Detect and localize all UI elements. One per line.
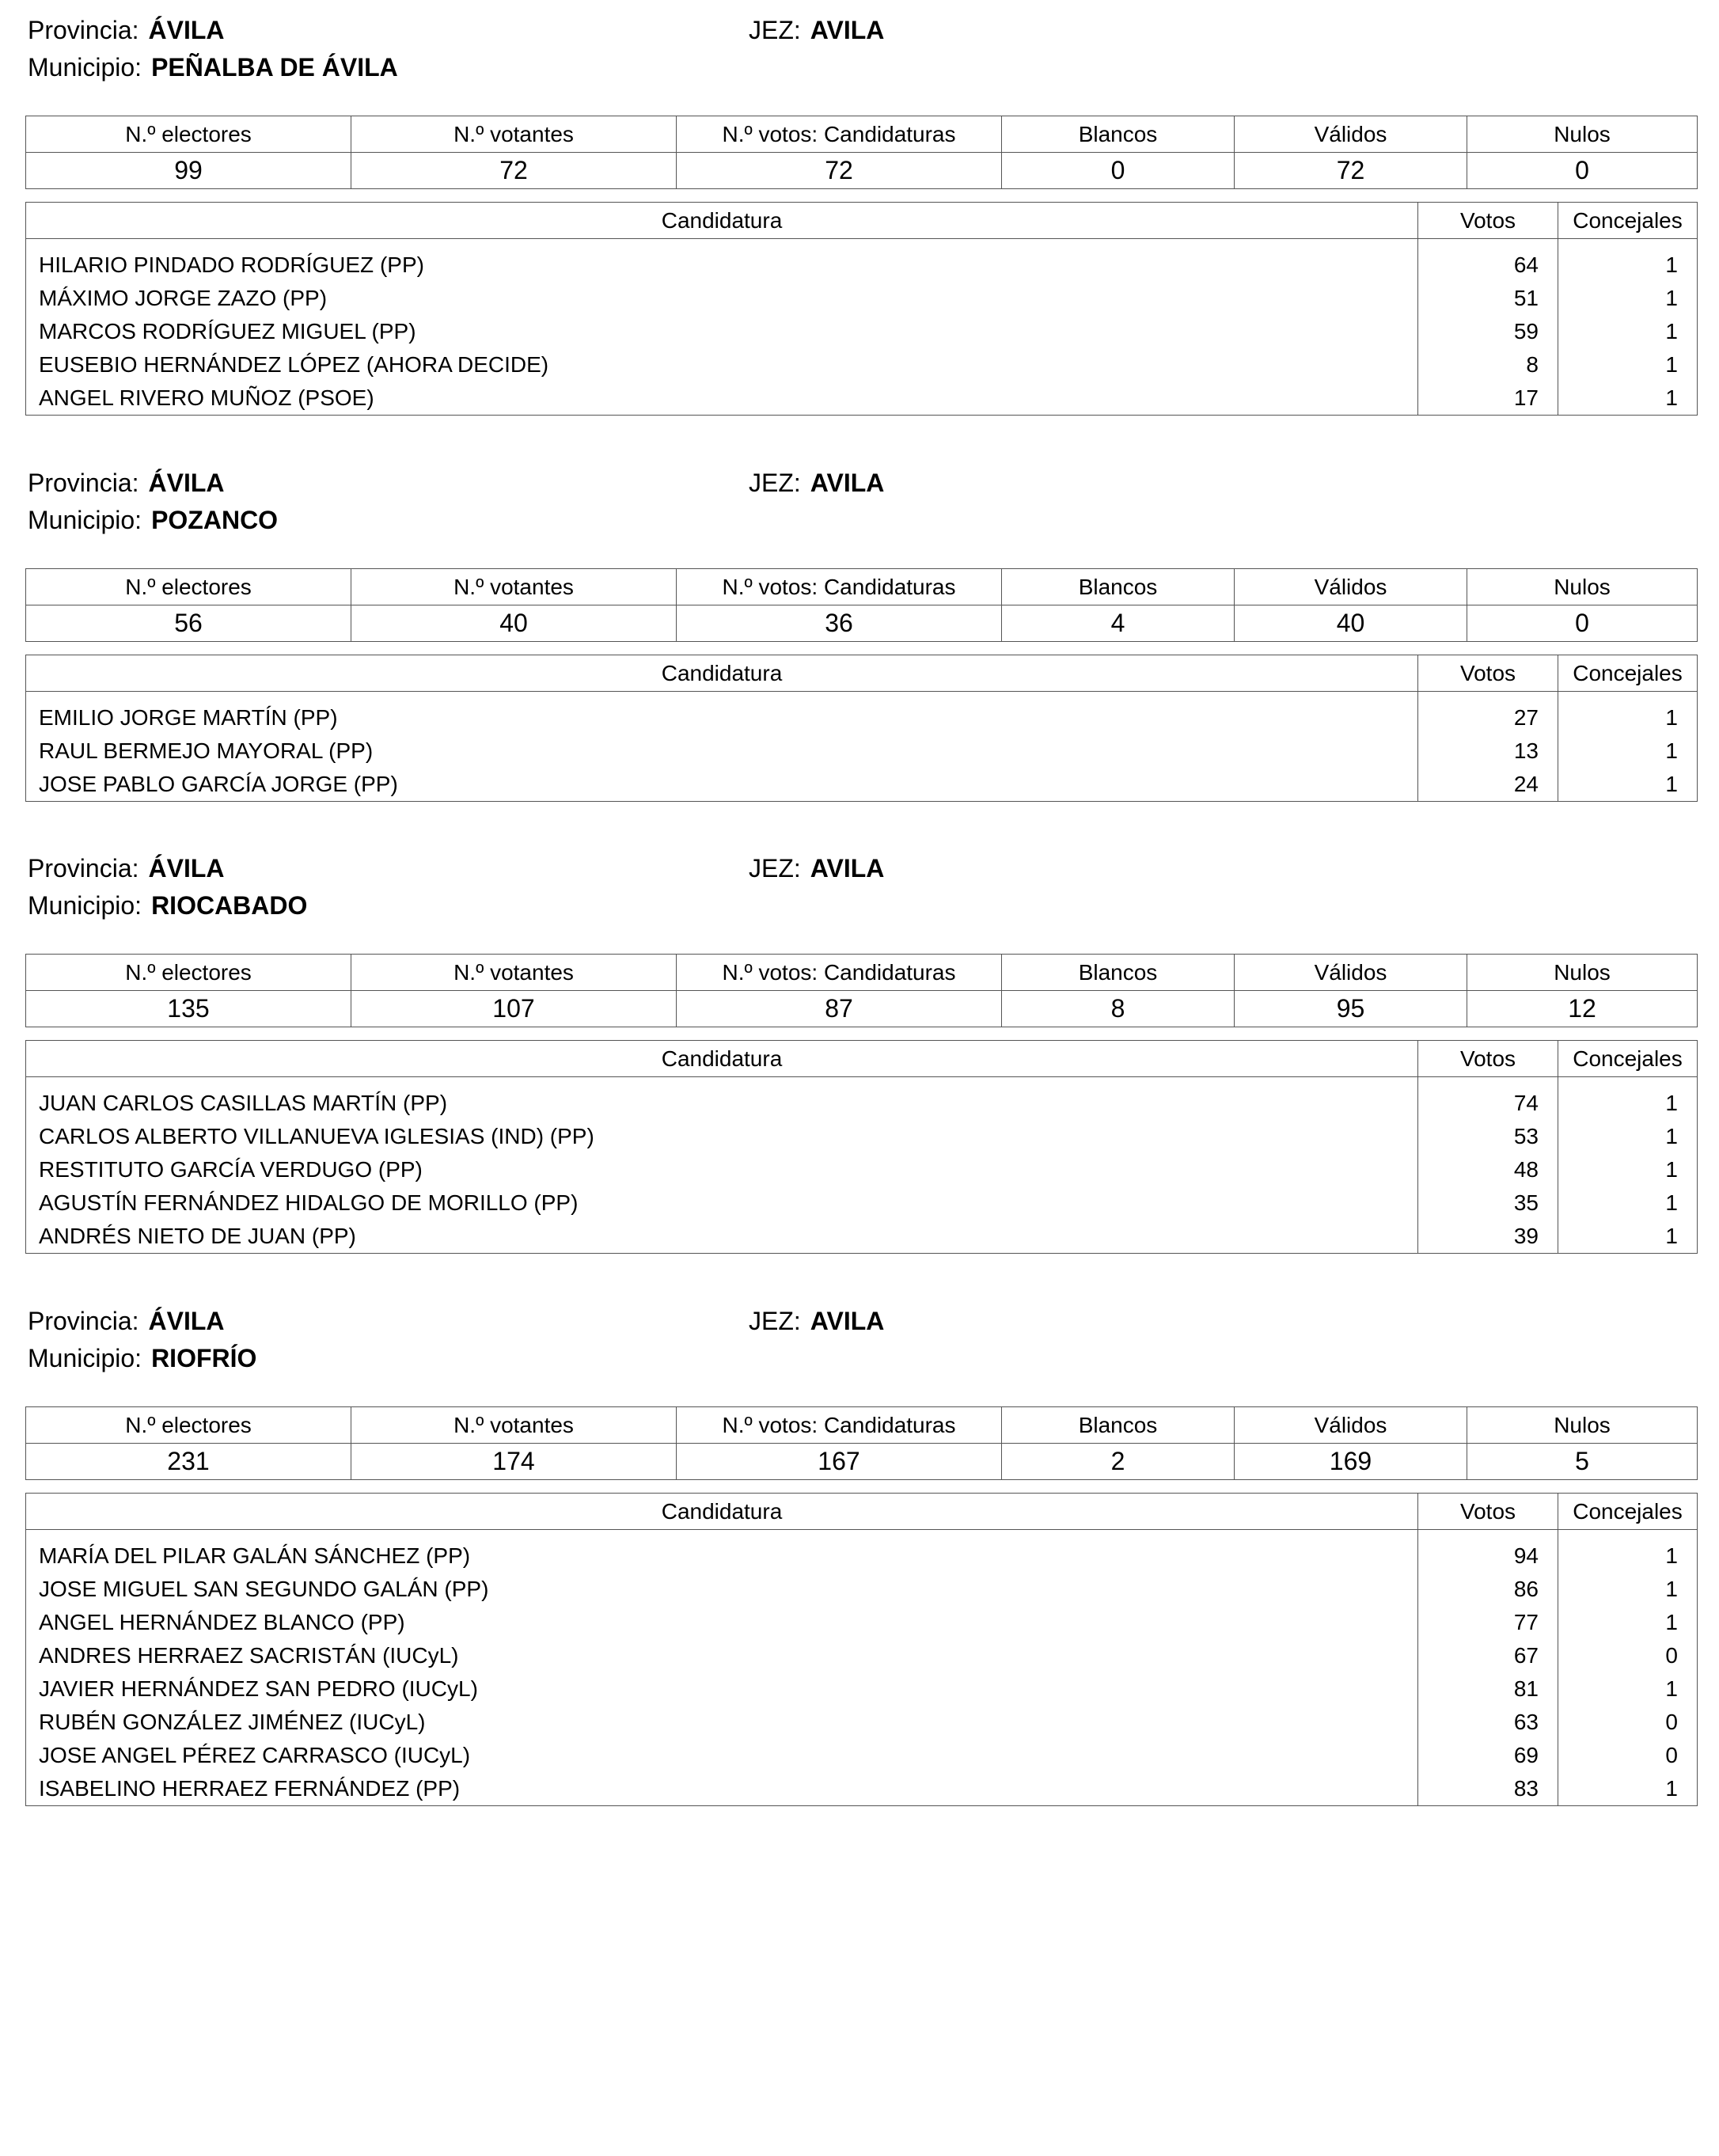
- municipio-value: POZANCO: [151, 506, 279, 534]
- stats-value-votos_cand: 72: [677, 153, 1002, 189]
- stats-header-nulos: Nulos: [1467, 955, 1698, 991]
- candidato-row: [26, 1539, 1698, 1573]
- provincia-label: Provincia:: [28, 854, 139, 883]
- candidato-votos: 81: [1418, 1672, 1558, 1706]
- candidato-name: ANDRES HERRAEZ SACRISTÁN (IUCyL): [26, 1639, 1418, 1672]
- candidato-name: EUSEBIO HERNÁNDEZ LÓPEZ (AHORA DECIDE): [26, 348, 1418, 381]
- provincia-label: Provincia:: [28, 16, 139, 44]
- stats-value-blancos: 0: [1002, 153, 1235, 189]
- stats-value-validos: 72: [1235, 153, 1467, 189]
- candidato-votos: 64: [1418, 249, 1558, 282]
- candidato-concejales: 1: [1558, 348, 1698, 381]
- jez-row: [749, 1302, 884, 1340]
- candidato-concejales: 1: [1558, 1539, 1698, 1573]
- municipio-block: [25, 464, 1697, 802]
- candidato-concejales: 1: [1558, 1672, 1698, 1706]
- stats-header-electores: N.º electores: [26, 569, 351, 605]
- stats-header-validos: Válidos: [1235, 955, 1467, 991]
- candidato-row: [26, 701, 1698, 734]
- candidato-name: JAVIER HERNÁNDEZ SAN PEDRO (IUCyL): [26, 1672, 1418, 1706]
- provincia-row: [28, 1302, 225, 1340]
- candidato-name: HILARIO PINDADO RODRÍGUEZ (PP): [26, 249, 1418, 282]
- stats-header-blancos: Blancos: [1002, 955, 1235, 991]
- stats-value-votantes: 107: [351, 991, 677, 1027]
- header-candidatura: Candidatura: [26, 655, 1418, 692]
- candidaturas-table: [25, 202, 1698, 416]
- stats-value-nulos: 0: [1467, 605, 1698, 642]
- candidato-row: [26, 734, 1698, 768]
- municipio-header: [25, 11, 1697, 87]
- jez-row: [749, 11, 884, 49]
- candidato-row: [26, 768, 1698, 802]
- candidato-name: AGUSTÍN FERNÁNDEZ HIDALGO DE MORILLO (PP): [26, 1186, 1418, 1220]
- candidato-concejales: 1: [1558, 1772, 1698, 1806]
- jez-value: AVILA: [810, 854, 885, 883]
- candidato-concejales: 1: [1558, 1153, 1698, 1186]
- stats-header-electores: N.º electores: [26, 955, 351, 991]
- candidato-votos: 86: [1418, 1573, 1558, 1606]
- stats-value-votantes: 40: [351, 605, 677, 642]
- candidato-votos: 94: [1418, 1539, 1558, 1573]
- stats-value-votos_cand: 87: [677, 991, 1002, 1027]
- stats-table: [25, 954, 1698, 1027]
- candidato-row: [26, 1639, 1698, 1672]
- stats-header-nulos: Nulos: [1467, 569, 1698, 605]
- stats-value-blancos: 8: [1002, 991, 1235, 1027]
- candidato-row: [26, 1606, 1698, 1639]
- stats-value-electores: 231: [26, 1444, 351, 1480]
- jez-value: AVILA: [810, 16, 885, 44]
- provincia-value: ÁVILA: [148, 469, 225, 497]
- header-votos: Votos: [1418, 203, 1558, 239]
- candidato-concejales: 1: [1558, 1606, 1698, 1639]
- stats-header-validos: Válidos: [1235, 1407, 1467, 1444]
- candidato-concejales: 0: [1558, 1639, 1698, 1672]
- jez-row: [749, 849, 884, 887]
- jez-label: JEZ:: [749, 16, 801, 44]
- candidato-votos: 77: [1418, 1606, 1558, 1639]
- jez-value: AVILA: [810, 1307, 885, 1335]
- candidato-votos: 35: [1418, 1186, 1558, 1220]
- stats-value-row: [26, 991, 1698, 1027]
- candidato-concejales: 1: [1558, 381, 1698, 416]
- candidato-votos: 51: [1418, 282, 1558, 315]
- municipio-row: [28, 48, 398, 86]
- stats-header-row: [26, 955, 1698, 991]
- stats-value-nulos: 5: [1467, 1444, 1698, 1480]
- municipio-block: [25, 11, 1697, 416]
- candidato-name: ANDRÉS NIETO DE JUAN (PP): [26, 1220, 1418, 1254]
- stats-header-validos: Válidos: [1235, 569, 1467, 605]
- candidaturas-header-row: [26, 1494, 1698, 1530]
- stats-header-votantes: N.º votantes: [351, 569, 677, 605]
- candidato-votos: 48: [1418, 1153, 1558, 1186]
- stats-value-blancos: 2: [1002, 1444, 1235, 1480]
- header-candidatura: Candidatura: [26, 1041, 1418, 1077]
- stats-header-blancos: Blancos: [1002, 569, 1235, 605]
- candidato-concejales: 1: [1558, 282, 1698, 315]
- candidato-votos: 53: [1418, 1120, 1558, 1153]
- candidato-name: JUAN CARLOS CASILLAS MARTÍN (PP): [26, 1087, 1418, 1120]
- provincia-value: ÁVILA: [148, 16, 225, 44]
- stats-value-validos: 95: [1235, 991, 1467, 1027]
- stats-header-votantes: N.º votantes: [351, 116, 677, 153]
- candidato-name: RESTITUTO GARCÍA VERDUGO (PP): [26, 1153, 1418, 1186]
- municipio-row: [28, 1339, 256, 1377]
- header-concejales: Concejales: [1558, 1494, 1698, 1530]
- candidato-name: MARCOS RODRÍGUEZ MIGUEL (PP): [26, 315, 1418, 348]
- municipio-value: RIOCABADO: [151, 891, 308, 920]
- stats-table: [25, 1406, 1698, 1480]
- stats-header-votantes: N.º votantes: [351, 955, 677, 991]
- candidato-name: EMILIO JORGE MARTÍN (PP): [26, 701, 1418, 734]
- municipio-row: [28, 886, 307, 924]
- stats-value-votos_cand: 36: [677, 605, 1002, 642]
- candidaturas-table: [25, 1493, 1698, 1806]
- candidato-votos: 27: [1418, 701, 1558, 734]
- stats-value-electores: 99: [26, 153, 351, 189]
- candidaturas-header-row: [26, 203, 1698, 239]
- municipio-label: Municipio:: [28, 53, 142, 82]
- candidato-votos: 13: [1418, 734, 1558, 768]
- spacer-row: [26, 692, 1698, 702]
- candidato-row: [26, 1739, 1698, 1772]
- provincia-value: ÁVILA: [148, 1307, 225, 1335]
- provincia-row: [28, 849, 225, 887]
- municipio-header: [25, 1302, 1697, 1378]
- candidato-concejales: 1: [1558, 701, 1698, 734]
- header-votos: Votos: [1418, 1041, 1558, 1077]
- municipio-label: Municipio:: [28, 1344, 142, 1372]
- stats-value-row: [26, 1444, 1698, 1480]
- stats-header-electores: N.º electores: [26, 116, 351, 153]
- provincia-row: [28, 11, 225, 49]
- candidato-row: [26, 1220, 1698, 1254]
- candidaturas-header-row: [26, 1041, 1698, 1077]
- candidato-concejales: 1: [1558, 1087, 1698, 1120]
- candidato-votos: 67: [1418, 1639, 1558, 1672]
- candidato-concejales: 1: [1558, 1220, 1698, 1254]
- candidato-name: ISABELINO HERRAEZ FERNÁNDEZ (PP): [26, 1772, 1418, 1806]
- municipio-value: RIOFRÍO: [151, 1344, 257, 1372]
- candidato-row: [26, 1672, 1698, 1706]
- municipio-header: [25, 849, 1697, 925]
- stats-value-votantes: 72: [351, 153, 677, 189]
- candidato-votos: 74: [1418, 1087, 1558, 1120]
- candidato-name: CARLOS ALBERTO VILLANUEVA IGLESIAS (IND) (PP): [26, 1120, 1418, 1153]
- municipio-label: Municipio:: [28, 891, 142, 920]
- stats-header-votos_cand: N.º votos: Candidaturas: [677, 569, 1002, 605]
- candidato-votos: 17: [1418, 381, 1558, 416]
- jez-label: JEZ:: [749, 1307, 801, 1335]
- spacer-row: [26, 239, 1698, 249]
- candidato-concejales: 1: [1558, 734, 1698, 768]
- stats-header-nulos: Nulos: [1467, 1407, 1698, 1444]
- spacer-row: [26, 1077, 1698, 1087]
- candidaturas-header-row: [26, 655, 1698, 692]
- candidato-name: MARÍA DEL PILAR GALÁN SÁNCHEZ (PP): [26, 1539, 1418, 1573]
- stats-value-row: [26, 153, 1698, 189]
- stats-value-blancos: 4: [1002, 605, 1235, 642]
- candidato-votos: 69: [1418, 1739, 1558, 1772]
- stats-value-nulos: 12: [1467, 991, 1698, 1027]
- stats-header-validos: Válidos: [1235, 116, 1467, 153]
- stats-header-nulos: Nulos: [1467, 116, 1698, 153]
- candidato-votos: 83: [1418, 1772, 1558, 1806]
- stats-value-votos_cand: 167: [677, 1444, 1002, 1480]
- candidato-name: ANGEL HERNÁNDEZ BLANCO (PP): [26, 1606, 1418, 1639]
- header-votos: Votos: [1418, 1494, 1558, 1530]
- header-concejales: Concejales: [1558, 655, 1698, 692]
- candidato-concejales: 1: [1558, 315, 1698, 348]
- header-candidatura: Candidatura: [26, 203, 1418, 239]
- header-concejales: Concejales: [1558, 203, 1698, 239]
- provincia-row: [28, 464, 225, 502]
- candidato-concejales: 0: [1558, 1706, 1698, 1739]
- candidato-row: [26, 1153, 1698, 1186]
- candidato-concejales: 1: [1558, 1120, 1698, 1153]
- jez-row: [749, 464, 884, 502]
- header-concejales: Concejales: [1558, 1041, 1698, 1077]
- candidato-row: [26, 1772, 1698, 1806]
- candidato-name: JOSE ANGEL PÉREZ CARRASCO (IUCyL): [26, 1739, 1418, 1772]
- stats-header-electores: N.º electores: [26, 1407, 351, 1444]
- candidato-row: [26, 1573, 1698, 1606]
- jez-value: AVILA: [810, 469, 885, 497]
- candidaturas-table: [25, 655, 1698, 802]
- candidato-name: RAUL BERMEJO MAYORAL (PP): [26, 734, 1418, 768]
- header-votos: Votos: [1418, 655, 1558, 692]
- candidato-votos: 8: [1418, 348, 1558, 381]
- jez-label: JEZ:: [749, 854, 801, 883]
- candidato-votos: 39: [1418, 1220, 1558, 1254]
- candidato-name: MÁXIMO JORGE ZAZO (PP): [26, 282, 1418, 315]
- stats-value-electores: 135: [26, 991, 351, 1027]
- candidato-name: JOSE PABLO GARCÍA JORGE (PP): [26, 768, 1418, 802]
- candidato-concejales: 1: [1558, 768, 1698, 802]
- stats-value-validos: 40: [1235, 605, 1467, 642]
- candidato-name: ANGEL RIVERO MUÑOZ (PSOE): [26, 381, 1418, 416]
- candidato-votos: 24: [1418, 768, 1558, 802]
- stats-header-row: [26, 116, 1698, 153]
- stats-header-votos_cand: N.º votos: Candidaturas: [677, 116, 1002, 153]
- candidato-concejales: 0: [1558, 1739, 1698, 1772]
- candidato-row: [26, 282, 1698, 315]
- stats-header-blancos: Blancos: [1002, 116, 1235, 153]
- municipio-row: [28, 501, 278, 539]
- municipio-value: PEÑALBA DE ÁVILA: [151, 53, 398, 82]
- stats-value-electores: 56: [26, 605, 351, 642]
- stats-table: [25, 568, 1698, 642]
- candidato-concejales: 1: [1558, 1186, 1698, 1220]
- candidato-row: [26, 315, 1698, 348]
- candidato-row: [26, 348, 1698, 381]
- municipio-header: [25, 464, 1697, 540]
- stats-value-votantes: 174: [351, 1444, 677, 1480]
- candidato-votos: 59: [1418, 315, 1558, 348]
- stats-value-nulos: 0: [1467, 153, 1698, 189]
- stats-header-blancos: Blancos: [1002, 1407, 1235, 1444]
- jez-label: JEZ:: [749, 469, 801, 497]
- candidato-name: JOSE MIGUEL SAN SEGUNDO GALÁN (PP): [26, 1573, 1418, 1606]
- header-candidatura: Candidatura: [26, 1494, 1418, 1530]
- provincia-value: ÁVILA: [148, 854, 225, 883]
- candidato-row: [26, 1186, 1698, 1220]
- municipio-label: Municipio:: [28, 506, 142, 534]
- stats-header-row: [26, 569, 1698, 605]
- provincia-label: Provincia:: [28, 469, 139, 497]
- candidato-concejales: 1: [1558, 249, 1698, 282]
- provincia-label: Provincia:: [28, 1307, 139, 1335]
- municipio-block: [25, 1302, 1697, 1806]
- stats-header-votos_cand: N.º votos: Candidaturas: [677, 955, 1002, 991]
- candidato-row: [26, 1706, 1698, 1739]
- stats-table: [25, 116, 1698, 189]
- stats-header-votos_cand: N.º votos: Candidaturas: [677, 1407, 1002, 1444]
- stats-header-votantes: N.º votantes: [351, 1407, 677, 1444]
- candidato-concejales: 1: [1558, 1573, 1698, 1606]
- candidato-row: [26, 381, 1698, 416]
- candidato-row: [26, 1087, 1698, 1120]
- candidato-name: RUBÉN GONZÁLEZ JIMÉNEZ (IUCyL): [26, 1706, 1418, 1739]
- stats-value-validos: 169: [1235, 1444, 1467, 1480]
- spacer-row: [26, 1530, 1698, 1540]
- stats-header-row: [26, 1407, 1698, 1444]
- candidato-row: [26, 1120, 1698, 1153]
- candidaturas-table: [25, 1040, 1698, 1254]
- candidato-row: [26, 249, 1698, 282]
- stats-value-row: [26, 605, 1698, 642]
- candidato-votos: 63: [1418, 1706, 1558, 1739]
- municipio-block: [25, 849, 1697, 1254]
